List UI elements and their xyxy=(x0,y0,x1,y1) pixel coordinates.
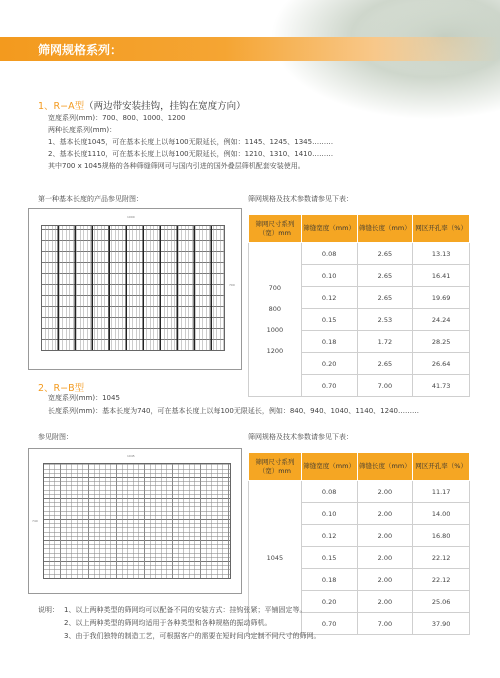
table-cell: 22.12 xyxy=(413,569,470,591)
table1-header-slot-length: 筛缝长度（mm） xyxy=(357,215,413,243)
section2-width-series: 宽度系列(mm)：1045 xyxy=(48,394,120,402)
table-cell: 13.13 xyxy=(413,243,470,265)
table-cell: 2.65 xyxy=(357,287,413,309)
section1-note: 其中700 x 1045规格的各种筛缝筛网可与国内引进的国外叠层筛机配套安装使用。 xyxy=(48,162,305,170)
figure2-height-dim: 740 xyxy=(32,519,38,523)
figure2-caption: 参见附图： xyxy=(38,433,73,441)
table-cell: 7.00 xyxy=(357,375,413,397)
table-cell: 2.00 xyxy=(357,591,413,613)
table-cell: 11.17 xyxy=(413,481,470,503)
table-cell: 16.80 xyxy=(413,525,470,547)
table-cell: 2.65 xyxy=(357,353,413,375)
table1-size-1000: 1000 xyxy=(266,325,284,334)
table-cell: 0.08 xyxy=(301,243,357,265)
table-row xyxy=(249,481,470,503)
table-cell: 7.00 xyxy=(357,613,413,635)
table-cell: 0.70 xyxy=(301,375,357,397)
table1-caption: 筛网规格及技术参数请参见下表： xyxy=(248,195,353,203)
table-cell: 41.73 xyxy=(413,375,470,397)
table1-size-1200: 1200 xyxy=(266,346,284,355)
banner-title: 筛网规格系列： xyxy=(38,43,123,57)
table-cell: 14.00 xyxy=(413,503,470,525)
table2-size-1045: 1045 xyxy=(266,553,284,562)
table-cell: 0.12 xyxy=(301,287,357,309)
section1-heading-rest: （两边带安装挂钩，挂钩在宽度方向） xyxy=(84,101,246,112)
figure2-drawing xyxy=(28,448,242,594)
table-cell: 19.69 xyxy=(413,287,470,309)
table-cell: 0.12 xyxy=(301,525,357,547)
section2-number: 2、 xyxy=(38,383,54,394)
figure1-drawing xyxy=(28,208,242,370)
note-2: 2、以上两种类型的筛网均适用于各种类型和各种规格的振动筛机。 xyxy=(64,619,272,627)
table1-sizes-cell xyxy=(249,243,302,397)
section1-width-series: 宽度系列(mm)：700、800、1000、1200 xyxy=(48,114,186,122)
table-cell: 0.18 xyxy=(301,331,357,353)
table-cell: 0.10 xyxy=(301,503,357,525)
section1-length-title: 两种长度系列(mm)： xyxy=(48,126,117,134)
notes-label: 说明： xyxy=(38,606,59,614)
section1-length-1: 1、基本长度1045，可在基本长度上以每100无限延长，例如：1145、1245、1345……… xyxy=(48,138,334,146)
table-cell: 28.25 xyxy=(413,331,470,353)
table2-header-slot-length: 筛缝长度（mm） xyxy=(357,453,413,481)
table-cell: 0.20 xyxy=(301,353,357,375)
table-cell: 2.53 xyxy=(357,309,413,331)
table-cell: 0.18 xyxy=(301,569,357,591)
section2-type: R−B型 xyxy=(53,383,85,394)
table-cell: 0.20 xyxy=(301,591,357,613)
figure2-width-dim: 1045 xyxy=(127,454,135,458)
table-cell: 2.65 xyxy=(357,265,413,287)
table-cell: 0.70 xyxy=(301,613,357,635)
table-cell: 25.06 xyxy=(413,591,470,613)
figure1-height-dim: 700 xyxy=(229,283,235,287)
table1-size-700: 700 xyxy=(268,283,282,292)
table2-header-slot-width: 筛缝宽度（mm） xyxy=(301,453,357,481)
table-cell: 0.08 xyxy=(301,481,357,503)
table-cell: 0.15 xyxy=(301,547,357,569)
screen-mesh-grid-2 xyxy=(43,463,231,579)
table-cell: 2.65 xyxy=(357,243,413,265)
table-cell: 24.24 xyxy=(413,309,470,331)
section1-number: 1、 xyxy=(38,101,54,112)
table-cell: 22.12 xyxy=(413,547,470,569)
table-cell: 2.00 xyxy=(357,481,413,503)
spec-table-1 xyxy=(248,214,470,397)
table1-header-slot-width: 筛缝宽度（mm） xyxy=(301,215,357,243)
table-cell: 2.00 xyxy=(357,569,413,591)
screen-mesh-grid-1 xyxy=(41,225,225,351)
section2-heading xyxy=(38,380,84,394)
section-banner xyxy=(0,37,500,61)
table-cell: 0.15 xyxy=(301,309,357,331)
table-cell: 2.00 xyxy=(357,525,413,547)
table-cell: 37.90 xyxy=(413,613,470,635)
section1-type: R−A型 xyxy=(53,101,85,112)
note-1: 1、以上两种类型的筛网均可以配备不同的安装方式：挂钩张紧；平铺固定等。 xyxy=(64,606,307,614)
section1-length-2: 2、基本长度1110，可在基本长度上以每100无限延长，例如：1210、1310、1410……… xyxy=(48,150,334,158)
table-cell: 16.41 xyxy=(413,265,470,287)
table2-caption: 筛网规格及技术参数请参见下表： xyxy=(248,433,353,441)
section1-heading xyxy=(38,98,246,112)
figure1-width-dim: 1000 xyxy=(127,215,135,219)
table1-header-size: 筛网尺寸系列（宽）mm xyxy=(249,215,302,243)
table-cell: 2.00 xyxy=(357,547,413,569)
table-cell: 2.00 xyxy=(357,503,413,525)
table2-header-size: 筛网尺寸系列（宽）mm xyxy=(249,453,302,481)
table-row xyxy=(249,243,470,265)
table1-size-800: 800 xyxy=(268,304,282,313)
table-cell: 0.10 xyxy=(301,265,357,287)
table2-header-open-area: 网区开孔率（%） xyxy=(413,453,470,481)
section2-length-series: 长度系列(mm)：基本长度为740，可在基本长度上以每100无限延长，例如：840、940、1040、1140、1240……… xyxy=(48,407,419,415)
note-3: 3、由于我们独特的制造工艺，可根据客户的需要在短时间内定制不同尺寸的筛网。 xyxy=(64,632,321,640)
table-cell: 26.64 xyxy=(413,353,470,375)
table-cell: 1.72 xyxy=(357,331,413,353)
figure1-caption: 第一种基本长度的产品参见附图： xyxy=(38,195,143,203)
table1-header-open-area: 网区开孔率（%） xyxy=(413,215,470,243)
